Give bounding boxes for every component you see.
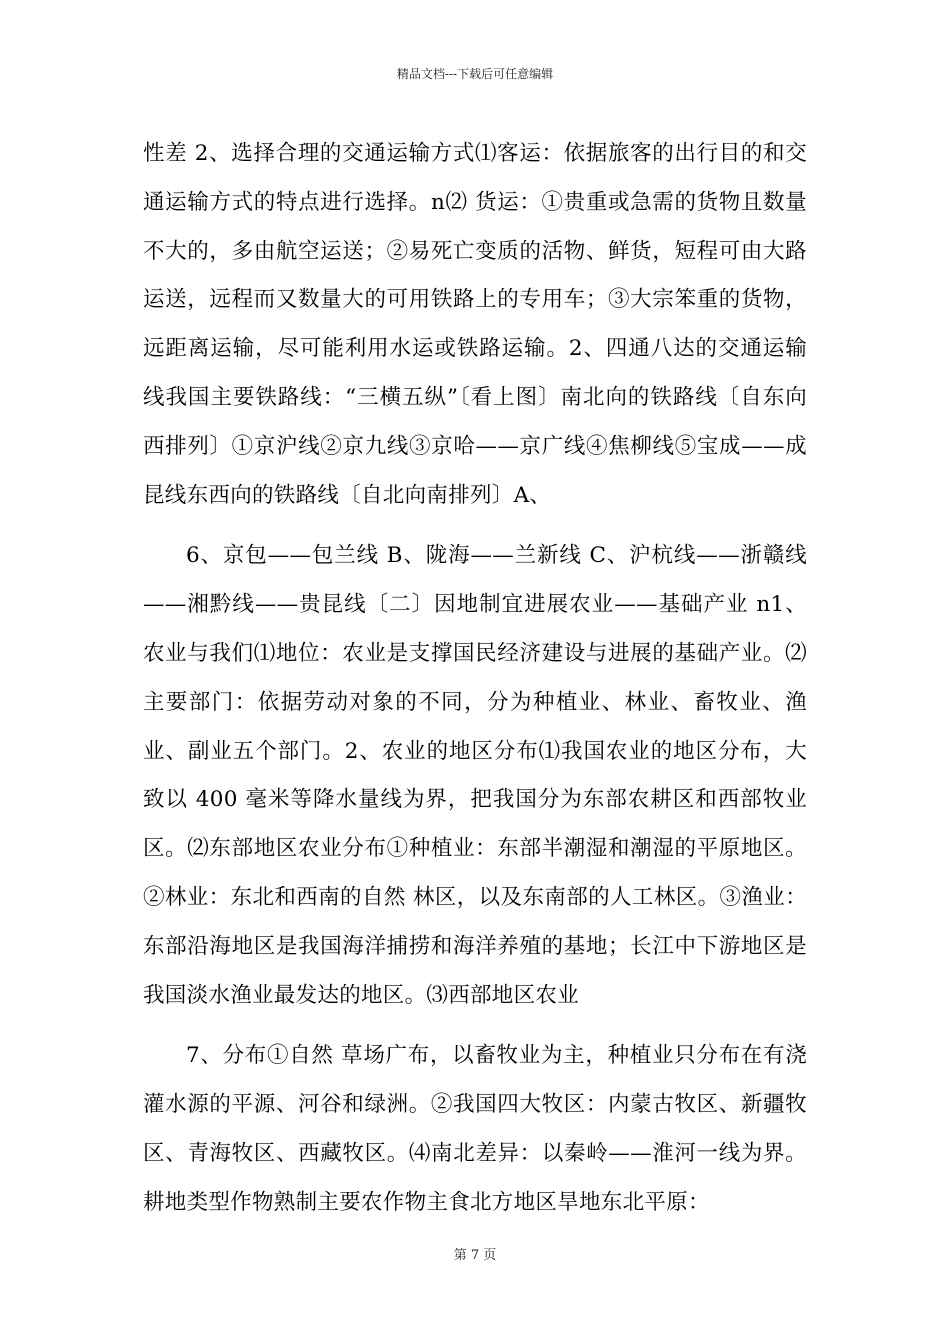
- page-header: 精品文档---下载后可任意编辑: [396, 67, 554, 81]
- paragraph-1: 性差 2、选择合理的交通运输方式⑴客运：依据旅客的出行目的和交通运输方式的特点进行选择。n⑵ 货运：①贵重或急需的货物且数量不大的，多由航空运送；②易死亡变质的活物、鲜货，短程可由大路运送，远程而又数量大的可用铁路上的专用车；③大宗笨重的货物，远距离运输，尽可能利用水运或铁路运输。2、四通八达的交通运输线我国主要铁路线：“三横五纵”〔看上图〕南北向的铁路线〔自东向西排列〕①京沪线②京九线③京哈——京广线④焦柳线⑤宝成——成昆线东西向的铁路线〔自北向南排列〕A、: [143, 141, 807, 508]
- paragraph-3: 7、分布①自然 草场广布，以畜牧业为主，种植业只分布在有浇灌水源的平源、河谷和绿洲。②我国四大牧区：内蒙古牧区、新疆牧区、青海牧区、西藏牧区。⑷南北差异：以秦岭——淮河一线为界。耕地类型作物熟制主要农作物主食北方地区旱地东北平原：: [143, 1043, 807, 1215]
- paragraph-2: 6、京包——包兰线 B、陇海——兰新线 C、沪杭线——浙赣线——湘黔线——贵昆线〔二〕因地制宜进展农业——基础产业 n1、农业与我们⑴地位：农业是支撑国民经济建设与进展的基础产业。⑵主要部门：依据劳动对象的不同，分为种植业、林业、畜牧业、渔业、副业五个部门。2、农业的地区分布⑴我国农业的地区分布，大致以 400 毫米等降水量线为界，把我国分为东部农耕区和西部牧业区。⑵东部地区农业分布①种植业：东部半潮湿和潮湿的平原地区。②林业：东北和西南的自然 林区，以及东南部的人工林区。③渔业：东部沿海地区是我国海洋捕捞和海洋养殖的基地；长江中下游地区是我国淡水渔业最发达的地区。⑶西部地区农业: [143, 543, 807, 1008]
- page-number: 第 7 页: [453, 1248, 497, 1263]
- document-body: [143, 130, 807, 1228]
